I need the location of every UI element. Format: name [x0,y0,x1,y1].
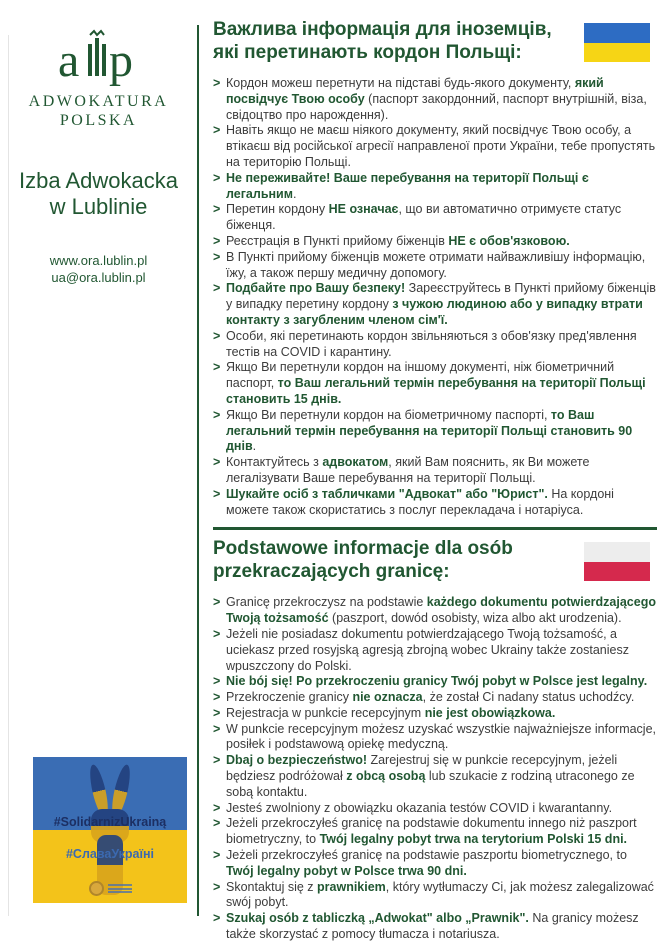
info-bullet [213,202,657,234]
bullet-marker: > [213,753,221,768]
bullet-marker: > [213,690,221,705]
bullet-text: Na granicy możesz także skorzystać z pomocy tłumacza i notariusza. [226,911,639,942]
bullet-text: НЕ є обов'язковою. [448,233,570,248]
section-header [213,18,657,64]
info-bullet [213,801,657,817]
info-bullet [213,171,657,203]
bullet-marker: > [213,879,221,894]
org-name [0,92,197,130]
bullet-text: . [252,439,257,454]
bullet-text: każdego dokumentu potwierdzającego Twoją tożsamość [226,595,656,626]
bullet-text: , który wytłumaczy Ci, jak możesz zalegalizować swój pobyt. [226,879,654,910]
adwokatura-logo [0,28,197,86]
info-bullet [213,329,657,361]
solidarity-banner [33,757,187,903]
sidebar [0,0,197,861]
bullet-text: (паспорт закордонний, паспорт внутрішній, віза, свідоцтво про нарождення). [226,91,647,122]
banner-emblem [33,881,187,896]
bullet-text: Twój legalny pobyt trwa na terytorium Polski 15 dni. [319,832,628,847]
flag-bottom-stripe [584,43,650,63]
info-bullet [213,753,657,800]
bullet-marker: > [213,170,221,185]
org-name-line2: POLSKA [59,112,138,129]
poland-flag [584,542,650,581]
bullet-text: Подбайте про Вашу безпеку! [226,281,406,296]
info-bullet [213,690,657,706]
emblem-seal-icon [89,881,104,896]
bullet-text: Jeżeli przekroczyłeś granicę na podstawie paszportu biometrycznego, to [226,848,627,863]
info-bullet [213,76,657,123]
bullet-text: НЕ означає [328,202,399,217]
bullet-text: Jeżeli przekroczyłeś granicę na podstawie dokumentu innego niż paszport biometryczny, to [226,816,637,847]
info-bullet [213,880,657,912]
bullet-text: Навіть якщо не маєш ніякого документу, який посвідчує Твою особу, а втікаєш від російської агресії направленої проти України, тебе пропустять на територію Польщі. [226,123,656,169]
bullet-text: (paszport, dowód osobisty, wiza albo akt urodzenia). [328,611,622,626]
email-link[interactable]: ua@ora.lublin.pl [51,270,146,285]
info-bullet [213,408,657,455]
info-bullet [213,281,657,328]
bullet-text: Dbaj o bezpieczeństwo! [226,753,367,768]
bullet-marker: > [213,123,221,138]
bullet-text: Не переживайте! Ваше перебування на території Польщі є легальним [226,170,589,201]
info-bullet [213,360,657,407]
bullet-list [213,76,657,518]
bullet-text: , який Вам пояснить, як Ви можете легалізувати Ваше перебування на території Польщі. [226,455,590,485]
info-bullet [213,487,657,519]
flag-top-stripe [584,23,650,43]
bullet-text: Якщо Ви перетнули кордон на іншому документі, ніж біометричний паспорт, [226,360,615,391]
flag-top-stripe [584,542,650,562]
bullet-text: Jesteś zwolniony z obowiązku okazania testów COVID i kwarantanny. [226,800,613,815]
bullet-text: Skontaktuj się z [226,879,318,894]
bullet-text: prawnikiem [317,879,386,894]
section-header [213,537,657,583]
bullet-marker: > [213,486,221,501]
section-title-line: Podstawowe informacje dla osób [213,538,513,560]
info-bullet [213,123,657,170]
bullet-marker: > [213,249,221,264]
bullet-text: Реєстрація в Пункті прийому біженців [226,233,449,248]
main-content [213,18,657,943]
info-bullet [213,911,657,943]
bullet-text: з чужою людиною або у випадку втрати контакту з загубленим членом сім'ї. [226,297,643,327]
bullet-marker: > [213,674,221,689]
chamber-name [0,168,197,220]
bullet-text: , що ви автоматично отримуєте статус біженця. [226,202,622,233]
bullet-text: . [293,186,297,201]
bullet-marker: > [213,360,221,375]
bullet-text: Контактуйтесь з [226,455,323,470]
bullet-text: Zarejestruj się w punkcie recepcyjnym, jeżeli będziesz podróżował [226,753,618,784]
ukraine-flag [584,23,650,62]
bullet-text: Twój legalny pobyt w Polsce trwa 90 dni. [226,863,467,878]
website-link[interactable]: www.ora.lublin.pl [49,253,148,268]
bullet-text: Jeżeli nie posiadasz dokumentu potwierdzającego Twoją tożsamość, a uciekasz przed rosyjską agresją zbrojną wobec Ukrainy także zostaniesz wpuszczony do Polski. [226,626,629,673]
adwokatura-monogram-icon [56,28,142,86]
section-title-line: які перетинають кордон Польщі: [213,42,522,63]
svg-text:p: p [108,34,133,87]
section-ukrainian-info [213,18,657,518]
bullet-marker: > [213,705,221,720]
bullet-text: то Ваш легальний термін перебування на території Польщі становить 90 днів [226,407,633,454]
bullet-text: Перетин кордону [226,202,329,217]
section-divider [213,527,657,530]
bullet-marker: > [213,595,221,610]
bullet-text: W punkcie recepcyjnym możesz uzyskać wszystkie najważniejsze informacje, posiłek i podstawową opiekę medyczną. [226,721,657,752]
bullet-text: Przekroczenie granicy [226,690,353,705]
bullet-text: Якщо Ви перетнули кордон на біометричному паспорті, [226,407,551,422]
info-bullet [213,674,657,690]
bullet-marker: > [213,407,221,422]
emblem-text-lines [108,883,132,895]
bullet-text: адвокатом [322,455,389,470]
bullet-marker: > [213,816,221,831]
bullet-text: nie jest obowiązkowa. [424,705,556,720]
bullet-text: Особи, які перетинають кордон звільняються з обов'язку пред'явлення тестів на COVID і карантину. [226,328,637,359]
bullet-text: Nie bój się! Po przekroczeniu granicy Twój pobyt w Polsce jest legalny. [226,674,648,689]
info-bullet [213,848,657,880]
bullet-text: z obcą osobą [346,769,426,784]
bullet-marker: > [213,233,221,248]
bullet-text: В Пункті прийому біженців можете отримати найважливішу інформацію, їжу, а також першу медичну допомогу. [226,249,646,280]
bullet-text: Шукайте осіб з табличками "Адвокат" або "Юрист". [226,486,548,501]
bullet-text: , że został Ci nadany status uchodźcy. [422,690,635,705]
bullet-text: Rejestracja w punkcie recepcyjnym [226,705,425,720]
info-bullet [213,455,657,487]
flag-bottom-stripe [584,562,650,582]
bullet-marker: > [213,721,221,736]
bullet-text: Зареєструйтесь в Пункті прийому біженців у випадку перетину кордону [226,281,656,312]
bullet-text: Granicę przekroczysz na podstawie [226,595,427,610]
org-name-line1: ADWOKATURA [28,93,169,110]
bullet-marker: > [213,626,221,641]
bullet-text: nie oznacza [352,690,423,705]
bullet-text: Szukaj osób z tabliczką „Adwokat" albo „Prawnik". [226,911,529,926]
bullet-text: то Ваш легальний термін перебування на території Польщі становить 15 днів. [226,376,646,406]
bullet-marker: > [213,800,221,815]
info-bullet [213,234,657,250]
section-title-line: przekraczających granicę: [213,561,450,583]
info-bullet [213,250,657,282]
info-bullet [213,627,657,674]
bullet-marker: > [213,281,221,296]
bullet-text: lub szukacie z rodziną utraconego ze sobą kontaktu. [226,769,635,799]
bullet-text: який посвідчує Твою особу [226,76,604,106]
section-polish-info [213,537,657,943]
svg-text:a: a [57,34,79,87]
info-bullet [213,595,657,627]
bullet-text: На кордоні можете також скористатись з послуг перекладача і нотаріуса. [226,486,614,517]
info-bullet [213,706,657,722]
contact-block [0,252,197,286]
bullet-marker: > [213,911,221,926]
hashtag-solidarni: #SolidarnizUkrainą [53,815,167,829]
chamber-name-line1: Izba Adwokacka [19,168,178,193]
section-title-line: Важлива інформація для іноземців, [213,19,552,40]
vertical-divider [197,25,199,916]
bullet-list [213,595,657,943]
info-bullet [213,722,657,754]
chamber-name-line2: w Lublinie [49,194,148,219]
hashtag-slava: #СлаваУкраїні [65,847,155,861]
bullet-marker: > [213,76,221,90]
bullet-marker: > [213,328,221,343]
bullet-text: Кордон можеш перетнути на підставі будь-якого документу, [226,76,575,90]
bullet-marker: > [213,202,221,217]
bullet-marker: > [213,848,221,863]
bullet-marker: > [213,455,221,470]
info-bullet [213,816,657,848]
